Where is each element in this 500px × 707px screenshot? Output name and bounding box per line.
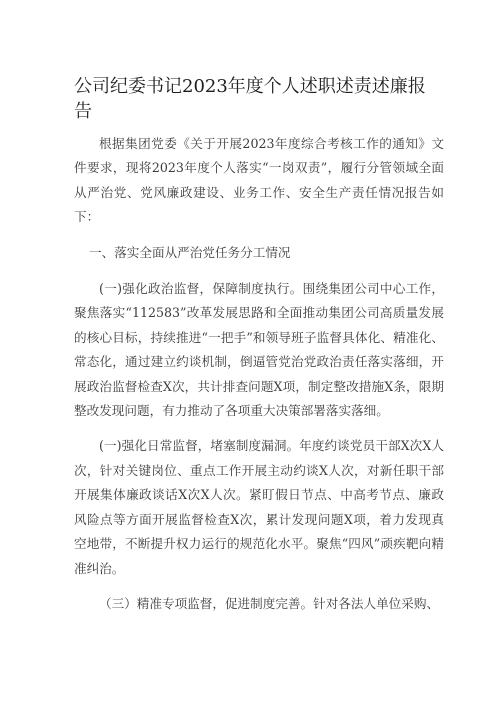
body-paragraph: (一)强化日常监督，堵塞制度漏洞。年度约谈党员干部X次X人次，针对关键岗位、重点工作开展主动约谈X人次，对新任职干部开展集体廉政谈话X次X人次。紧盯假日节点、中高考节点、廉政风险点等方面开展监督检查X次，累计发现问题X项，着力发现真空地带，不断提升权力运行的规范化水平。聚焦“四风”顽疾靶向精准纠治。 (74, 438, 444, 576)
document-body (74, 132, 444, 627)
body-paragraph: (一)强化政治监督，保障制度执行。围绕集团公司中心工作，聚焦落实“112583”改革发展思路和全面推动集团公司高质量发展的核心目标，持续推进“一把手”和领导班子监督具体化、精准化、常态化，通过建立约谈机制，倒逼管党治党政治责任落实落细，开展政治监督检查X次，共计排查问题X项，制定整改措施X条，限期整改发现问题，有力推动了各项重大决策部署落实落细。 (74, 281, 444, 419)
body-paragraph: （三）精准专项监督，促进制度完善。针对各法人单位采购、 (99, 595, 440, 611)
intro-paragraph: 根据集团党委《关于开展2023年度综合考核工作的通知》文件要求，现将2023年度个人落实“一岗双责”，履行分管领域全面从严治党、党风廉政建设、业务工作、安全生产责任情况报告如下： (74, 136, 444, 225)
section-heading: 一、落实全面从严治党任务分工情况 (89, 244, 291, 260)
document-title: 公司纪委书记2023年度个人述职述责述廉报告 (74, 76, 426, 122)
